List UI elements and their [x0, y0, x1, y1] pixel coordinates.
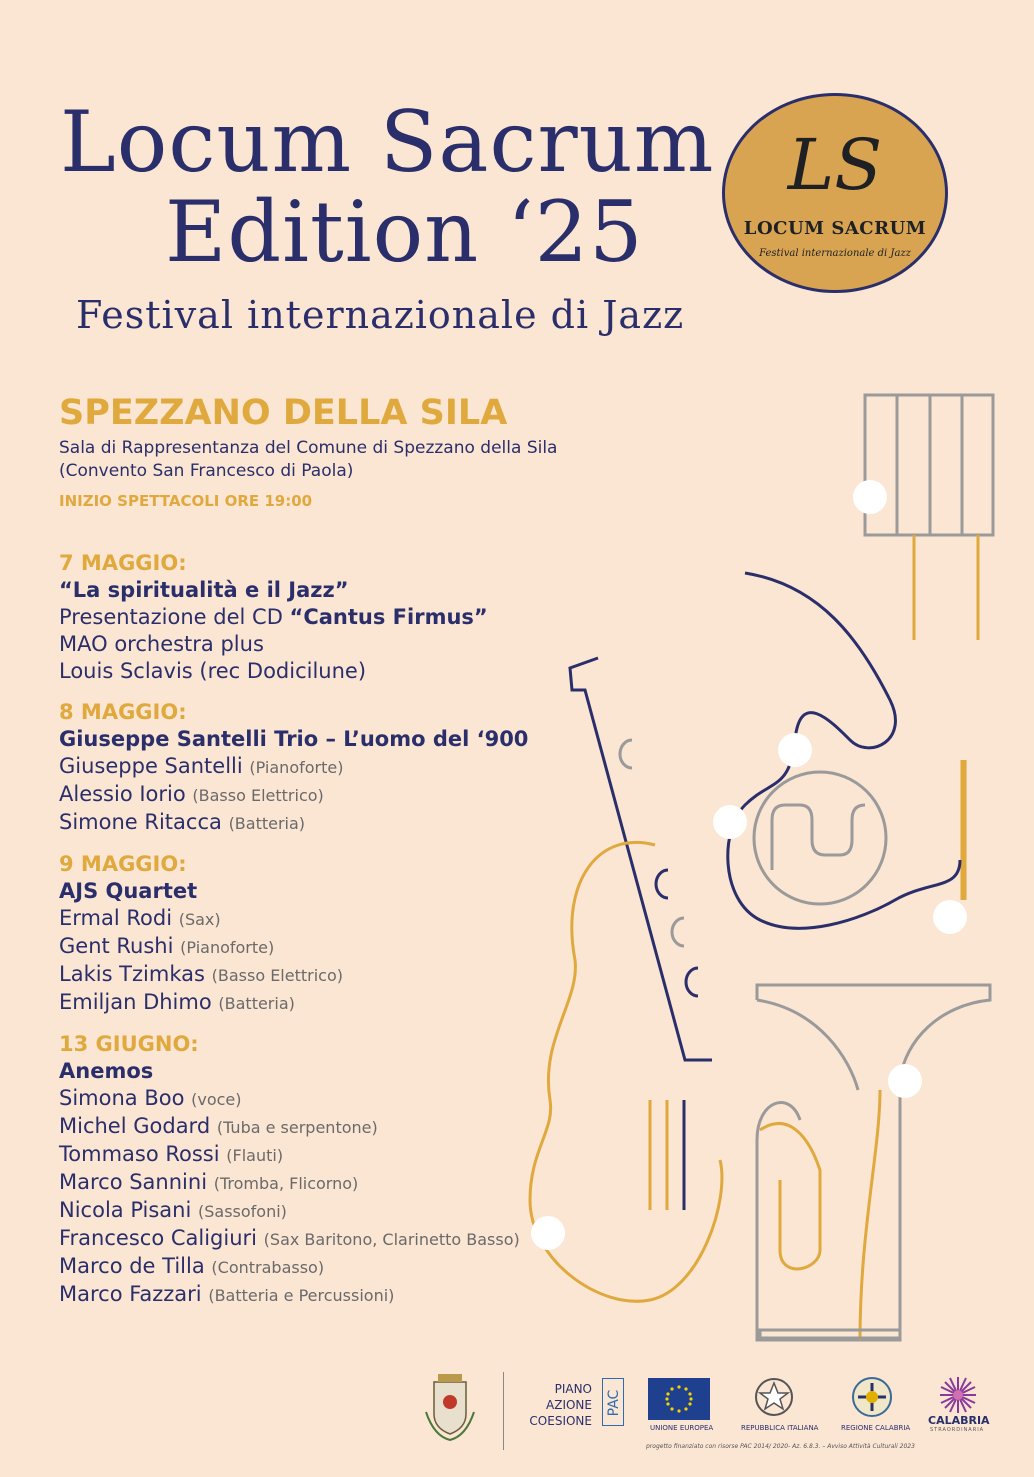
performer-line [59, 1197, 579, 1225]
performer-line [59, 961, 579, 989]
performer-role: (Pianoforte) [180, 938, 275, 957]
start-time: INIZIO SPETTACOLI ORE 19:00 [59, 492, 313, 510]
title-line-1: Locum Sacrum [60, 93, 715, 191]
performer-role: (Sax) [178, 910, 221, 929]
performer-name: Gent Rushi [59, 934, 174, 958]
calabria-name: CALABRIA [928, 1414, 990, 1427]
performer-role: (Pianoforte) [249, 758, 344, 777]
saxophone-art [728, 573, 960, 928]
tuba-art [757, 985, 990, 1340]
day-headline: AJS Quartet [59, 879, 198, 903]
venue-building: (Convento San Francesco di Paola) [59, 461, 354, 481]
day-headline: “La spiritualità e il Jazz” [59, 578, 349, 602]
venue-hall: Sala di Rappresentanza del Comune di Spezzano della Sila [59, 438, 558, 458]
performer-name: Nicola Pisani [59, 1198, 192, 1222]
region-crest-icon [850, 1375, 894, 1419]
pac-badge: PAC [602, 1378, 624, 1426]
day-date: 7 MAGGIO: [59, 551, 187, 575]
pac-text: PIANO AZIONE COESIONE [529, 1382, 592, 1428]
performer-line [59, 1113, 579, 1141]
performer-line [59, 989, 579, 1017]
performer-name: Michel Godard [59, 1114, 211, 1138]
footer-divider [503, 1372, 504, 1450]
municipality-crest-icon [420, 1372, 480, 1444]
day-headline: Giuseppe Santelli Trio – L’uomo del ‘900 [59, 727, 529, 751]
performer-role: (Batteria e Percussioni) [208, 1286, 395, 1305]
piano-keys-art [865, 395, 993, 535]
performer-name: Marco de Tilla [59, 1254, 205, 1278]
performer-name: Simona Boo [59, 1086, 185, 1110]
performer-name: Lakis Tzimkas [59, 962, 205, 986]
performer-name: Tommaso Rossi [59, 1142, 220, 1166]
dot-3 [713, 805, 747, 839]
performer-name: Emiljan Dhimo [59, 990, 212, 1014]
performer-name: Alessio Iorio [59, 782, 186, 806]
title-line-2: Edition ‘25 [165, 183, 644, 281]
performer-role: (Batteria) [218, 994, 295, 1013]
performer-line [59, 753, 579, 781]
eu-flag-icon [648, 1378, 710, 1420]
performer-line [59, 1169, 579, 1197]
performer-name: Marco Sannini [59, 1170, 208, 1194]
eu-caption: UNIONE EUROPEA [650, 1424, 714, 1432]
performer-line [59, 905, 579, 933]
performer-role: (Contrabasso) [211, 1258, 325, 1277]
performer-line: Presentazione del CD “Cantus Firmus” [59, 605, 488, 629]
dot-4 [933, 900, 967, 934]
performer-name: Marco Fazzari [59, 1282, 202, 1306]
calabria-flower-icon [938, 1375, 978, 1415]
logo-name: LOCUM SACRUM [743, 218, 927, 239]
performer-name: Francesco Caligiuri [59, 1226, 257, 1250]
performer-role: (Batteria) [228, 814, 306, 833]
dot-6 [888, 1064, 922, 1098]
performer-role: (Sassofoni) [198, 1202, 287, 1221]
day-headline: Anemos [59, 1059, 154, 1083]
program-day [59, 851, 579, 1017]
program-day [59, 550, 579, 685]
logo-monogram: LS [787, 124, 883, 206]
funding-note: progetto finanziato con risorse PAC 2014/ 2020- Az. 6.8.3. – Avviso Attività Culturali 2023 [646, 1443, 915, 1450]
festival-subtitle: Festival internazionale di Jazz [76, 293, 685, 337]
performer-line [59, 781, 579, 809]
horn-art [754, 772, 886, 904]
performer-name: Simone Ritacca [59, 810, 222, 834]
performer-role: (Tromba, Flicorno) [213, 1174, 359, 1193]
day-date: 13 GIUGNO: [59, 1032, 199, 1056]
day-date: 9 MAGGIO: [59, 852, 187, 876]
performer-line: MAO orchestra plus [59, 632, 264, 656]
program-day [59, 1031, 579, 1309]
performer-name: Giuseppe Santelli [59, 754, 243, 778]
performer-role: (Basso Elettrico) [192, 786, 324, 805]
city-heading: SPEZZANO DELLA SILA [59, 393, 508, 433]
logo-tagline: Festival internazionale di Jazz [759, 248, 911, 259]
calabria-tagline: STRAORDINARIA [930, 1427, 985, 1433]
performer-line [59, 1281, 579, 1309]
performer-role: (voce) [191, 1090, 242, 1109]
performer-role: (Sax Baritono, Clarinetto Basso) [263, 1230, 520, 1249]
performer-line [59, 1141, 579, 1169]
performer-line [59, 1253, 579, 1281]
performer-name: Ermal Rodi [59, 906, 173, 930]
dot-2 [778, 733, 812, 767]
program-list [59, 550, 579, 1323]
dot-1 [853, 480, 887, 514]
region-caption: REGIONE CALABRIA [841, 1424, 911, 1432]
performer-line [59, 809, 579, 837]
performer-role: (Flauti) [226, 1146, 284, 1165]
performer-line [59, 1225, 579, 1253]
day-date: 8 MAGGIO: [59, 700, 187, 724]
performer-role: (Basso Elettrico) [211, 966, 343, 985]
program-day [59, 699, 579, 837]
performer-line: Louis Sclavis (rec Dodicilune) [59, 659, 367, 683]
performer-line [59, 933, 579, 961]
performer-role: (Tuba e serpentone) [216, 1118, 378, 1137]
performer-line [59, 1085, 579, 1113]
italy-caption: REPUBBLICA ITALIANA [741, 1424, 819, 1432]
italy-emblem-icon [752, 1375, 796, 1419]
